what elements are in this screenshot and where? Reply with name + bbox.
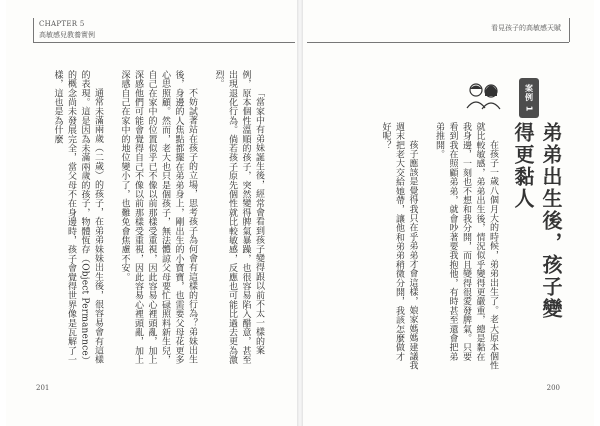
header-rule-vertical [33,18,34,42]
parents-illustration [463,80,503,110]
paragraph: 不妨試著站在孩子的立場，思考孩子為何會有這樣的行為？弟妹出生後，身邊的人焦點都擺在弟弟身上，剛出生的小寶寶，也需要父母花更多心思照顧。然而，老大也只是個孩子，無法體諒父母要忙碌照料新生兒，自己在家中的位置似乎已不像以前那樣受重視，因此容易心裡頭亂，加上深感他們可能會覺得自己不像以前那樣受重視，因此容易心裡頭亂，加上深感自己在家中的地位變小了，也難免會焦慮不安。 [119,70,197,365]
left-body-text [50,70,265,370]
header-rule [33,42,295,43]
running-title: 看見孩子的高敏感天賦 [491,24,561,32]
paragraph: 通常未滿兩歲（二歲）的孩子，在弟弟妹妹出生後，很容易會有這樣的表現。這是因為未滿兩歲的孩子，物體恆存（Object Permanence）的概念尚未發展完全，當父母不在身邊時，孩子會覺得世界像是瓦解了一樣，這也是為什麼 [52,70,103,366]
right-body-text [378,122,499,370]
page-number: 200 [546,384,560,392]
case-badge: 案例 1 [519,78,539,118]
paragraph: 孩子應該是覺得我只在乎弟弟才會這樣，娘家媽媽建議我週末把老大交給她帶，讓他和弟弟稍微分開，我該怎麼做才好呢？ [380,122,418,370]
header-rule [307,42,569,43]
header-rule-vertical [569,18,570,42]
paragraph: 「當家中有弟妹誕生後，經常會看到孩子變得跟以前不太一樣的案例，原本個性溫順的孩子，突然變得脾氣暴躁，也很容易陷入醋意，甚至出現退化行為。倘若孩子原先個性就比較敏感，反應也可能比過去更為激烈。 [213,70,264,365]
case-title: 弟弟出生後，孩子變得更黏人 [511,122,563,320]
paragraph: 在孩子一歲八個月大的時候，弟弟出生了。老大原本個性就比較敏感，弟弟出生後，情況似乎變得更嚴重，總是黏在我身邊，一刻也不想和我分開，而且變得很愛發脾氣。只要看到我在照顧弟弟，就會吵著要我抱他，有時甚至還會把弟弟推開。 [434,122,498,370]
left-page [6,0,297,426]
right-page [303,0,594,426]
page-number: 201 [36,384,50,392]
section-label: 高敏感兒教養實例 [39,31,95,39]
chapter-label: CHAPTER 5 [39,20,85,28]
